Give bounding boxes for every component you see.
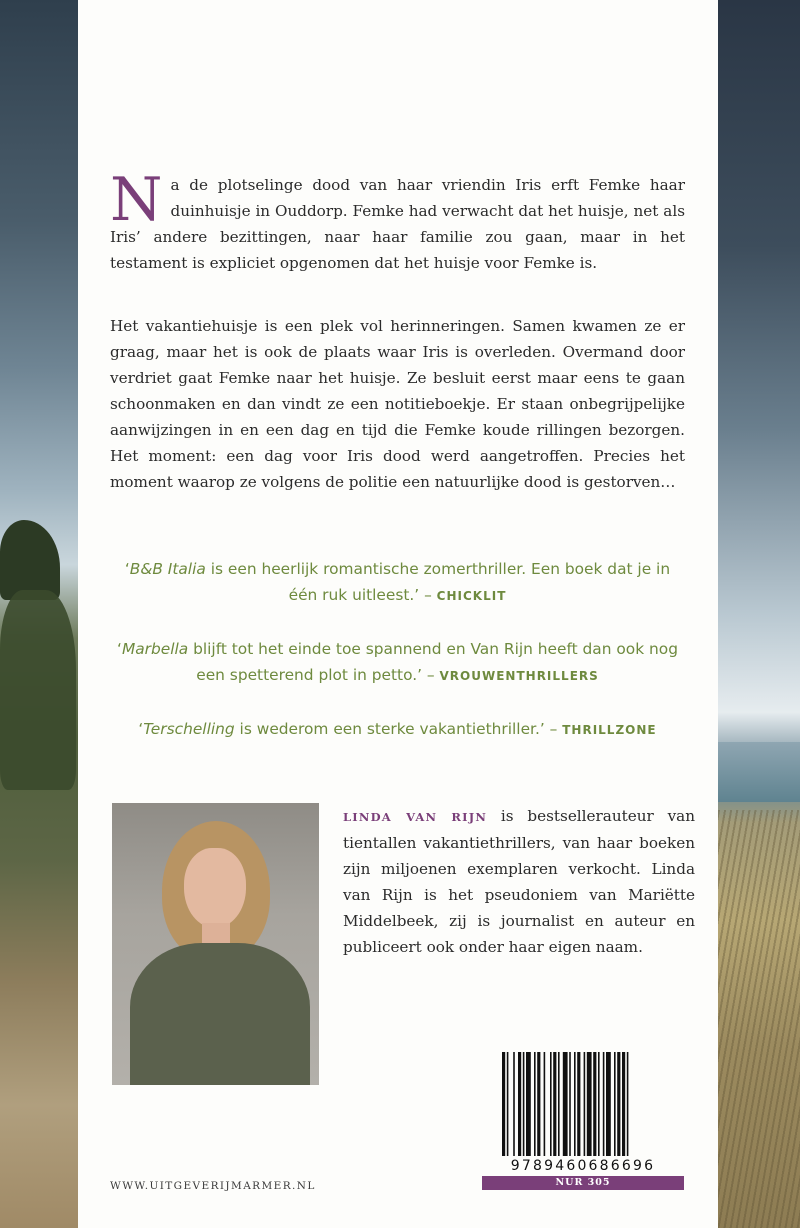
barcode-bar (507, 1052, 509, 1156)
sea-horizon (718, 742, 800, 802)
barcode-bar (627, 1052, 629, 1156)
barcode-bar (603, 1052, 605, 1156)
barcode-bar (513, 1052, 515, 1156)
dune-grass (718, 810, 800, 1228)
barcode-bar (558, 1052, 560, 1156)
barcode-bar (577, 1052, 580, 1156)
quote-book-title: Marbella (121, 640, 189, 658)
barcode-bar (614, 1052, 616, 1156)
isbn-barcode (482, 1052, 684, 1190)
barcode-bar (593, 1052, 596, 1156)
barcode-bar (534, 1052, 536, 1156)
barcode-bar (563, 1052, 568, 1156)
barcode-bar (622, 1052, 625, 1156)
author-bio-text: is bestsellerauteur van tientallen vakantiethrillers, van haar boeken zijn miljoenen exemplaren verkocht. Linda van Rijn is het pseudoniem van Mariëtte Middelbeek, zij is journalist en auteur en publiceert ook onder haar eigen naam. (343, 807, 695, 956)
quote-source: THRILLZONE (562, 723, 657, 737)
review-quote-2: ‘Marbella blijft tot het einde toe spannend en Van Rijn heeft dan ook nog een spetterend plot in petto.’ – VROUWENTHRILLERS (117, 640, 678, 684)
barcode-bar (584, 1052, 586, 1156)
barcode-bar (569, 1052, 571, 1156)
review-quotes (110, 556, 685, 770)
barcode-bar (526, 1052, 531, 1156)
barcode-bars (500, 1052, 666, 1156)
author-top (130, 943, 310, 1085)
shrubs (0, 590, 76, 790)
quote-book-title: Terschelling (143, 720, 235, 738)
barcode-bar (553, 1052, 556, 1156)
quote-source: VROUWENTHRILLERS (439, 669, 599, 683)
blurb-paragraph-1-text: a de plotselinge dood van haar vriendin Iris erft Femke haar duinhuisje in Ouddorp. Femke had verwacht dat het huisje, net als Iris’ andere bezittingen, naar haar familie zou gaan, maar in het testament is expliciet opgenomen dat het huisje voor Femke is. (110, 176, 685, 272)
review-quote-1: ‘B&B Italia is een heerlijk romantische zomerthriller. Een boek dat je in één ruk uitleest.’ – CHICKLIT (124, 560, 671, 604)
barcode-bar (544, 1052, 546, 1156)
barcode-bar (598, 1052, 600, 1156)
nur-label: NUR 305 (482, 1176, 684, 1190)
author-photo (112, 803, 319, 1085)
blurb-paragraph-1 (110, 165, 685, 276)
barcode-bar (574, 1052, 576, 1156)
author-name: LINDA VAN RIJN (343, 810, 488, 824)
barcode-bar (523, 1052, 525, 1156)
review-quote-3: ‘Terschelling is wederom een sterke vakantiethriller.’ – THRILLZONE (138, 720, 657, 738)
publisher-website: WWW.UITGEVERIJMARMER.NL (110, 1180, 316, 1192)
quote-book-title: B&B Italia (129, 560, 206, 578)
quote-source: CHICKLIT (436, 589, 507, 603)
barcode-bar (606, 1052, 611, 1156)
author-face (184, 848, 246, 928)
drop-cap: N (110, 165, 163, 235)
barcode-bar (617, 1052, 620, 1156)
author-bio (343, 803, 695, 960)
barcode-bar (550, 1052, 552, 1156)
barcode-bar (537, 1052, 540, 1156)
blurb-paragraph-2: Het vakantiehuisje is een plek vol herinneringen. Samen kwamen ze er graag, maar het is ook de plaats waar Iris is overleden. Overmand door verdriet gaat Femke naar het huisje. Ze besluit eerst maar eens te gaan schoonmaken en dan vindt ze een notitieboekje. Er staan onbegrijpelijke aanwijzingen in en een dag en tijd die Femke koude rillingen bezorgen. Het moment: een dag voor Iris dood werd aangetroffen. Precies het moment waarop ze volgens de politie een natuurlijke dood is gestorven… (110, 317, 685, 491)
barcode-bar (587, 1052, 592, 1156)
isbn-number: 9789460686696 (510, 1158, 656, 1174)
barcode-bar (518, 1052, 521, 1156)
barcode-bar (502, 1052, 505, 1156)
